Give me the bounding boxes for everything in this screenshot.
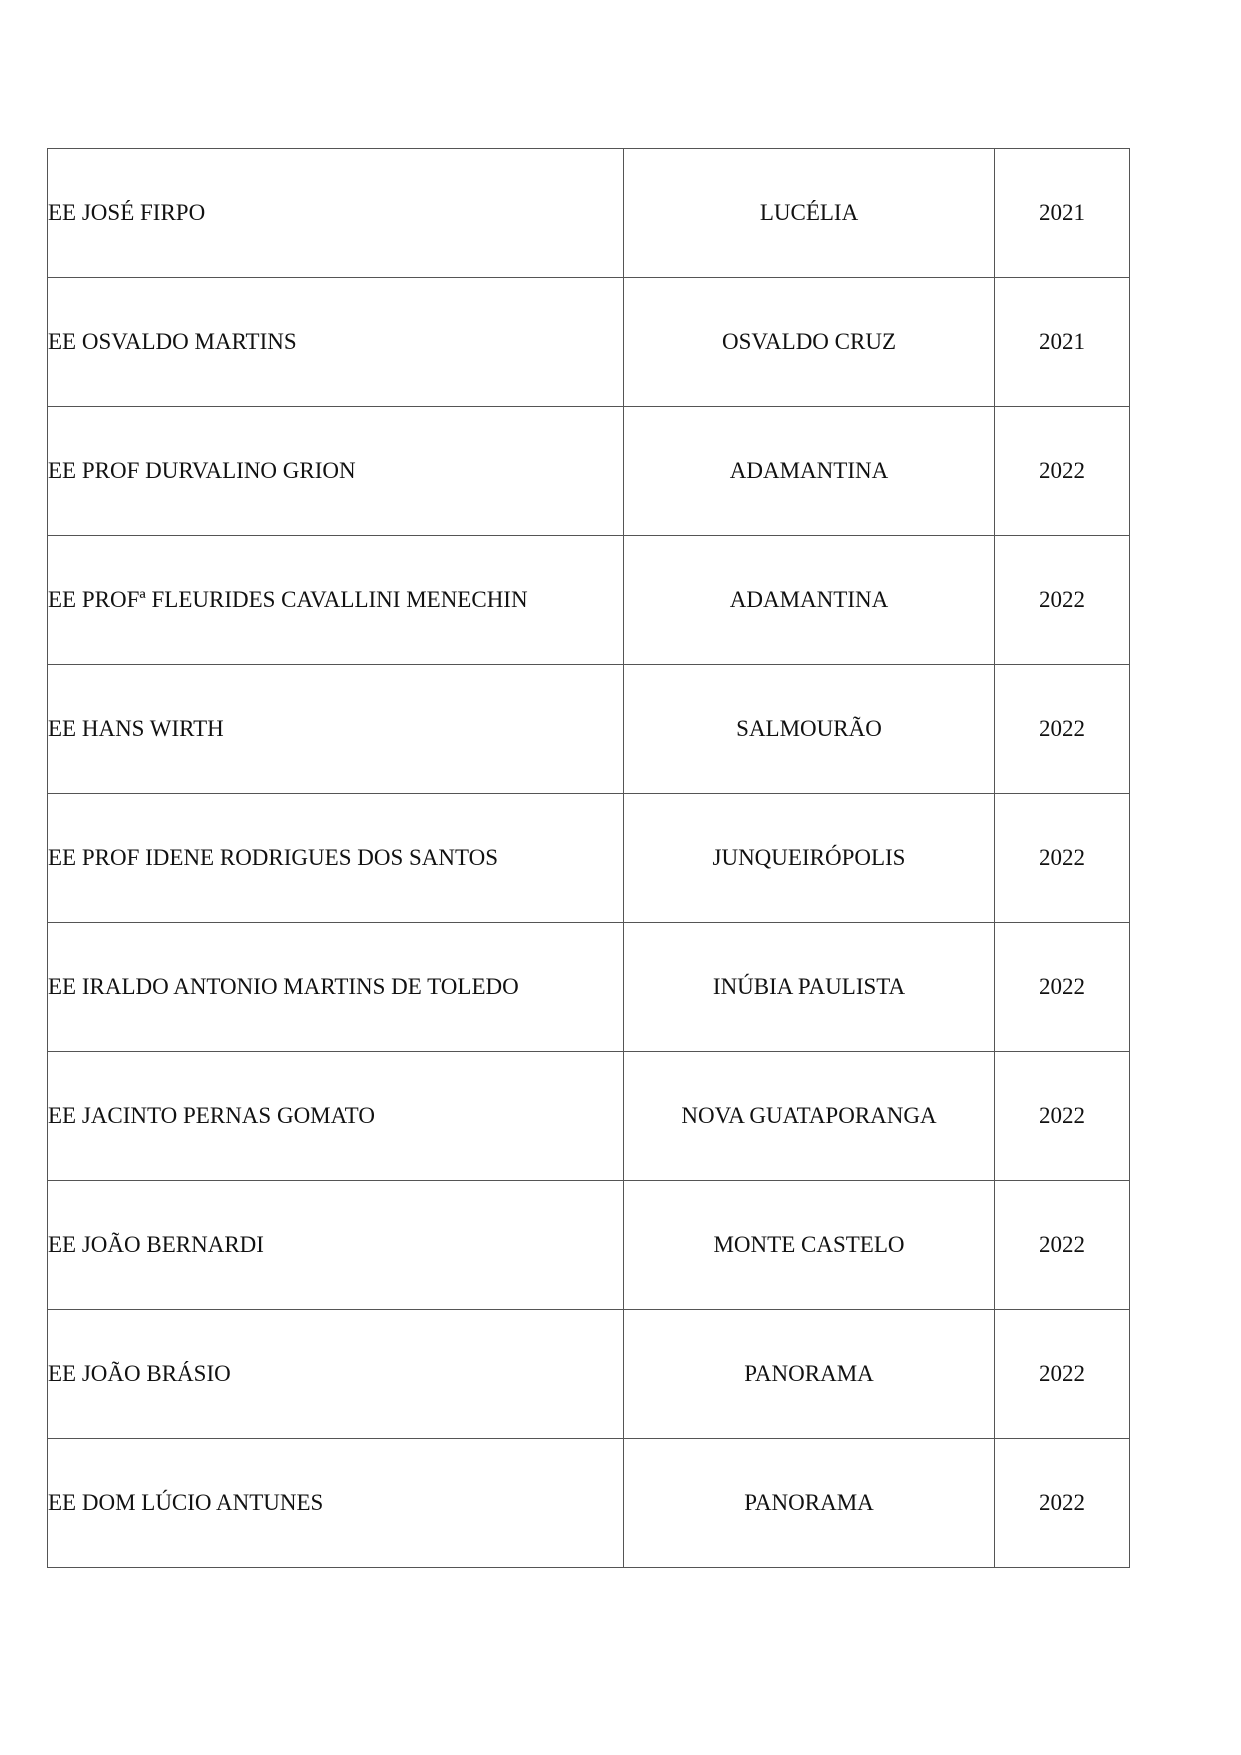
table-row [48,1181,1130,1310]
city-cell: ADAMANTINA [624,536,995,665]
schools-table-body [48,149,1130,1568]
year-cell: 2021 [995,149,1130,278]
city-cell: MONTE CASTELO [624,1181,995,1310]
school-name-cell: EE PROFª FLEURIDES CAVALLINI MENECHIN [48,536,624,665]
table-row [48,536,1130,665]
school-name-cell: EE JACINTO PERNAS GOMATO [48,1052,624,1181]
city-cell: INÚBIA PAULISTA [624,923,995,1052]
city-cell: JUNQUEIRÓPOLIS [624,794,995,923]
table-row [48,407,1130,536]
table-row [48,1052,1130,1181]
school-name-cell: EE JOÃO BRÁSIO [48,1310,624,1439]
table-row [48,278,1130,407]
school-name-cell: EE JOÃO BERNARDI [48,1181,624,1310]
table-row [48,794,1130,923]
year-cell: 2022 [995,794,1130,923]
year-cell: 2022 [995,665,1130,794]
school-name-cell: EE IRALDO ANTONIO MARTINS DE TOLEDO [48,923,624,1052]
year-cell: 2022 [995,1439,1130,1568]
school-name-cell: EE JOSÉ FIRPO [48,149,624,278]
table-row [48,665,1130,794]
table-row [48,1310,1130,1439]
school-name-cell: EE OSVALDO MARTINS [48,278,624,407]
city-cell: PANORAMA [624,1439,995,1568]
table-row [48,923,1130,1052]
year-cell: 2022 [995,923,1130,1052]
city-cell: ADAMANTINA [624,407,995,536]
school-name-cell: EE DOM LÚCIO ANTUNES [48,1439,624,1568]
year-cell: 2022 [995,1181,1130,1310]
year-cell: 2022 [995,1310,1130,1439]
table-row [48,1439,1130,1568]
table-row [48,149,1130,278]
school-name-cell: EE PROF DURVALINO GRION [48,407,624,536]
city-cell: SALMOURÃO [624,665,995,794]
year-cell: 2022 [995,536,1130,665]
city-cell: NOVA GUATAPORANGA [624,1052,995,1181]
year-cell: 2022 [995,1052,1130,1181]
year-cell: 2021 [995,278,1130,407]
school-name-cell: EE HANS WIRTH [48,665,624,794]
school-name-cell: EE PROF IDENE RODRIGUES DOS SANTOS [48,794,624,923]
city-cell: OSVALDO CRUZ [624,278,995,407]
year-cell: 2022 [995,407,1130,536]
city-cell: PANORAMA [624,1310,995,1439]
schools-table [47,148,1130,1568]
city-cell: LUCÉLIA [624,149,995,278]
